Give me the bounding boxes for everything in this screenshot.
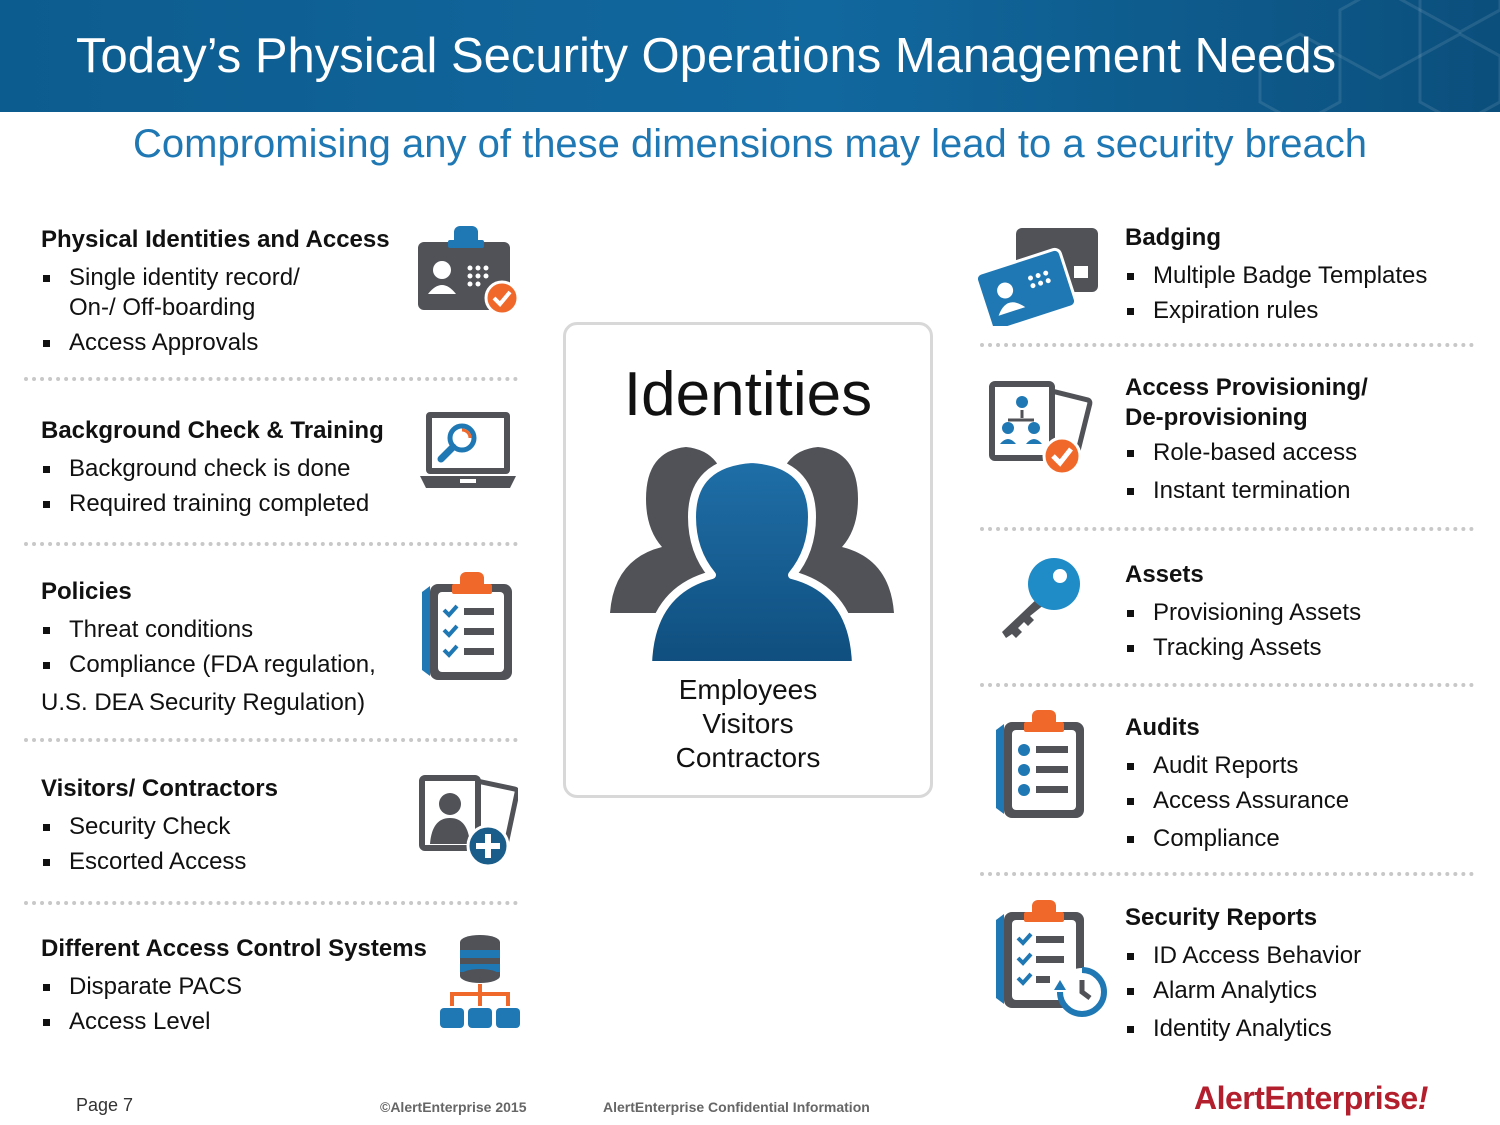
section-physical-identities [41, 222, 390, 363]
database-network-icon [438, 932, 522, 1032]
bullet-item: Instant termination [1125, 476, 1368, 506]
bullet-item: ID Access Behavior [1125, 941, 1361, 971]
divider [24, 738, 518, 742]
confidential-notice: AlertEnterprise Confidential Information [603, 1099, 870, 1115]
clipboard-checklist-icon [420, 570, 516, 682]
alertenterprise-logo [1194, 1080, 1428, 1117]
identities-panel [563, 322, 933, 798]
section-access-control-systems [41, 931, 427, 1042]
clipboard-list-icon [994, 708, 1086, 820]
bullet-item: Access Approvals [41, 328, 390, 358]
section-audits [1125, 710, 1349, 859]
page-subtitle: Compromising any of these dimensions may lead to a security breach [133, 122, 1367, 166]
bullet-item: Expiration rules [1125, 296, 1427, 326]
section-background-check [41, 413, 384, 524]
divider [980, 527, 1474, 531]
identity-employees: Employees [678, 674, 818, 705]
bullet-item: Access Level [41, 1007, 427, 1037]
divider [980, 343, 1474, 347]
id-badge-check-icon [416, 224, 520, 316]
section-title: Access Provisioning/ [1125, 374, 1368, 401]
identities-list [566, 673, 930, 775]
section-title: Audits [1125, 714, 1200, 741]
bullet-item: Background check is done [41, 454, 384, 484]
section-title: Background Check & Training [41, 417, 384, 444]
section-badging [1125, 220, 1427, 331]
bullet-item: Single identity record/ [41, 263, 390, 293]
divider [980, 872, 1474, 876]
bullet-item: Security Check [41, 812, 278, 842]
page-number: Page 7 [76, 1095, 134, 1115]
bullet-item: Access Assurance [1125, 786, 1349, 816]
identity-visitors: Visitors [702, 708, 794, 739]
badge-card-icon [978, 226, 1102, 326]
divider [980, 683, 1474, 687]
bullet-item: Disparate PACS [41, 972, 427, 1002]
bullet-item: Identity Analytics [1125, 1014, 1361, 1044]
identity-contractors: Contractors [675, 742, 821, 773]
bullet-item: Required training completed [41, 489, 384, 519]
logo-mark: ! [1417, 1080, 1428, 1116]
org-chart-check-icon [988, 380, 1094, 478]
section-title: Security Reports [1125, 904, 1318, 931]
bullet-item-continuation: U.S. DEA Security Regulation) [41, 689, 366, 716]
logo-text: AlertEnterprise [1194, 1080, 1418, 1116]
bullet-item: Compliance (FDA regulation, [41, 650, 376, 680]
section-visitors-contractors [41, 771, 278, 882]
section-policies [41, 574, 376, 723]
identities-title: Identities [623, 360, 873, 429]
bullet-item: Multiple Badge Templates [1125, 261, 1427, 291]
section-title: Assets [1125, 561, 1204, 588]
bullet-item: Threat conditions [41, 615, 376, 645]
section-title: Badging [1125, 224, 1221, 251]
section-title: Policies [41, 578, 132, 605]
bullet-item: Audit Reports [1125, 751, 1349, 781]
section-title: Different Access Control Systems [41, 935, 427, 962]
laptop-search-icon [418, 410, 518, 492]
clipboard-clock-icon [994, 898, 1110, 1020]
bullet-item: Tracking Assets [1125, 633, 1361, 663]
section-security-reports [1125, 900, 1361, 1049]
people-group-icon [610, 441, 894, 665]
page-title: Today’s Physical Security Operations Management Needs [76, 29, 1337, 83]
photo-add-person-icon [418, 774, 518, 870]
bullet-item: Compliance [1125, 824, 1349, 854]
divider [24, 901, 518, 905]
bullet-item: Alarm Analytics [1125, 976, 1361, 1006]
divider [24, 377, 518, 381]
section-title: Physical Identities and Access [41, 226, 390, 253]
bullet-item: Provisioning Assets [1125, 598, 1361, 628]
section-title: Visitors/ Contractors [41, 775, 278, 802]
header-banner [0, 0, 1500, 112]
bullet-item: Role-based access [1125, 438, 1368, 468]
bullet-item-continuation: On-/ Off-boarding [69, 294, 256, 321]
divider [24, 542, 518, 546]
section-access-provisioning [1125, 373, 1368, 511]
bullet-item: Escorted Access [41, 847, 278, 877]
section-title-line2: De-provisioning [1125, 404, 1308, 431]
key-icon [996, 556, 1084, 642]
section-assets [1125, 557, 1361, 668]
copyright-notice: ©AlertEnterprise 2015 [380, 1099, 527, 1115]
